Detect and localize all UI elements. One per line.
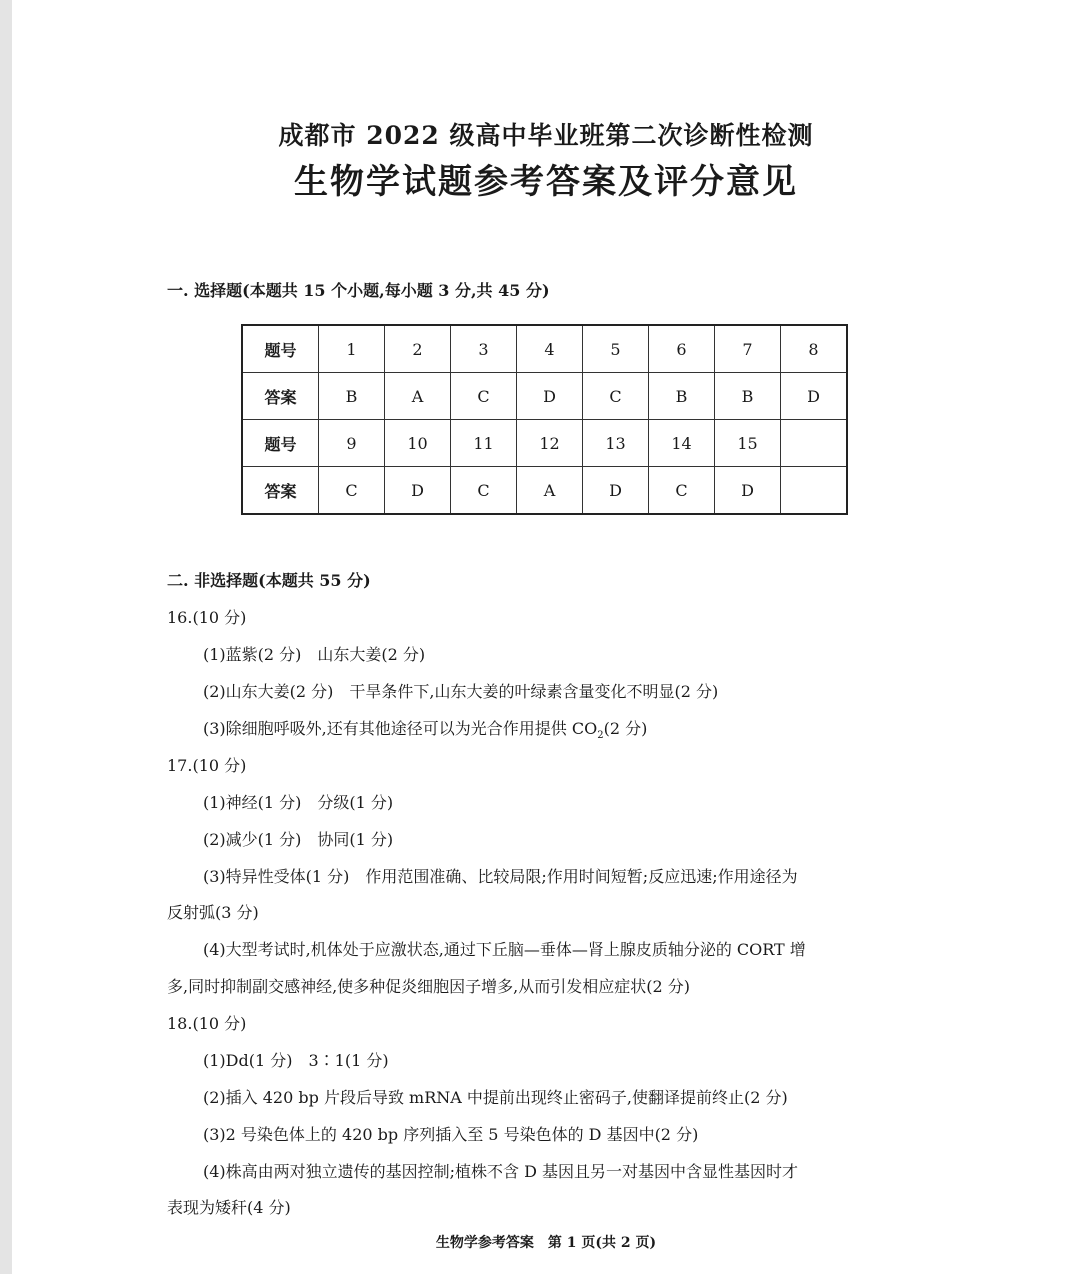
answer-cell: C xyxy=(451,467,517,515)
q17-answer-4-line2: 多,同时抑制副交感神经,使多种促炎细胞因子增多,从而引发相应症状(2 分) xyxy=(167,977,691,996)
page-shadow-edge xyxy=(0,0,12,1274)
section2-heading: 二. 非选择题(本题共 55 分) xyxy=(167,571,371,590)
q17-label: 17.(10 分) xyxy=(167,756,247,775)
q18-answer-4-line1: (4)株高由两对独立遗传的基因控制;植株不含 D 基因且另一对基因中含显性基因时才 xyxy=(203,1162,799,1181)
table-row xyxy=(242,325,847,373)
q17-answer-3-line2: 反射弧(3 分) xyxy=(167,903,259,922)
section1-heading: 一. 选择题(本题共 15 个小题,每小题 3 分,共 45 分) xyxy=(167,281,550,300)
question-number: 12 xyxy=(517,420,583,467)
q17-answer-4-line1: (4)大型考试时,机体处于应激状态,通过下丘脑—垂体—肾上腺皮质轴分泌的 CORT 增 xyxy=(203,940,806,959)
q18-answer-3: (3)2 号染色体上的 420 bp 序列插入至 5 号染色体的 D 基因中(2 分) xyxy=(203,1125,699,1144)
q16-answer-1: (1)蓝紫(2 分) 山东大姜(2 分) xyxy=(203,645,426,664)
document-page xyxy=(12,0,1080,1274)
table-row xyxy=(242,467,847,515)
answer-cell: B xyxy=(649,373,715,420)
answer-key-title: 生物学试题参考答案及评分意见 xyxy=(294,162,798,202)
question-number xyxy=(781,420,848,467)
q17-answer-3-line1: (3)特异性受体(1 分) 作用范围准确、比较局限;作用时间短暂;反应迅速;作用途径为 xyxy=(203,867,798,886)
answer-cell: D xyxy=(781,373,848,420)
question-number: 2 xyxy=(385,325,451,373)
question-number: 3 xyxy=(451,325,517,373)
answer-cell: B xyxy=(319,373,385,420)
q18-answer-4-line2: 表现为矮秆(4 分) xyxy=(167,1198,291,1217)
question-number: 1 xyxy=(319,325,385,373)
answer-cell: A xyxy=(517,467,583,515)
exam-title: 成都市 2022 级高中毕业班第二次诊断性检测 xyxy=(278,121,814,150)
row-label: 答案 xyxy=(242,467,319,515)
answer-cell: B xyxy=(715,373,781,420)
q18-answer-2: (2)插入 420 bp 片段后导致 mRNA 中提前出现终止密码子,使翻译提前终止(2 分) xyxy=(203,1088,788,1107)
question-number: 6 xyxy=(649,325,715,373)
question-number: 13 xyxy=(583,420,649,467)
question-number: 11 xyxy=(451,420,517,467)
page-footer: 生物学参考答案 第 1 页(共 2 页) xyxy=(435,1235,657,1251)
subscript-2: 2 xyxy=(597,730,604,742)
answer-cell: C xyxy=(451,373,517,420)
q16-answer-3-text: (3)除细胞呼吸外,还有其他途径可以为光合作用提供 CO xyxy=(203,719,598,738)
row-label: 答案 xyxy=(242,373,319,420)
answer-cell: A xyxy=(385,373,451,420)
answer-cell: D xyxy=(715,467,781,515)
answer-cell: C xyxy=(583,373,649,420)
question-number: 7 xyxy=(715,325,781,373)
q17-answer-2: (2)减少(1 分) 协同(1 分) xyxy=(203,830,394,849)
q16-answer-3-score: (2 分) xyxy=(603,719,648,738)
answer-cell: C xyxy=(319,467,385,515)
answer-table xyxy=(241,324,848,515)
question-number: 14 xyxy=(649,420,715,467)
q18-answer-1: (1)Dd(1 分) 3∶1(1 分) xyxy=(203,1051,389,1070)
question-number: 5 xyxy=(583,325,649,373)
row-label: 题号 xyxy=(242,420,319,467)
answer-cell: C xyxy=(649,467,715,515)
question-number: 9 xyxy=(319,420,385,467)
table-row xyxy=(242,373,847,420)
answer-cell: D xyxy=(385,467,451,515)
question-number: 4 xyxy=(517,325,583,373)
q16-answer-3 xyxy=(203,716,647,741)
answer-cell xyxy=(781,467,848,515)
question-number: 8 xyxy=(781,325,848,373)
answer-cell: D xyxy=(583,467,649,515)
row-label: 题号 xyxy=(242,325,319,373)
question-number: 15 xyxy=(715,420,781,467)
answer-cell: D xyxy=(517,373,583,420)
q18-label: 18.(10 分) xyxy=(167,1014,247,1033)
q17-answer-1: (1)神经(1 分) 分级(1 分) xyxy=(203,793,394,812)
table-row xyxy=(242,420,847,467)
question-number: 10 xyxy=(385,420,451,467)
q16-answer-2: (2)山东大姜(2 分) 干旱条件下,山东大姜的叶绿素含量变化不明显(2 分) xyxy=(203,682,719,701)
q16-label: 16.(10 分) xyxy=(167,608,247,627)
